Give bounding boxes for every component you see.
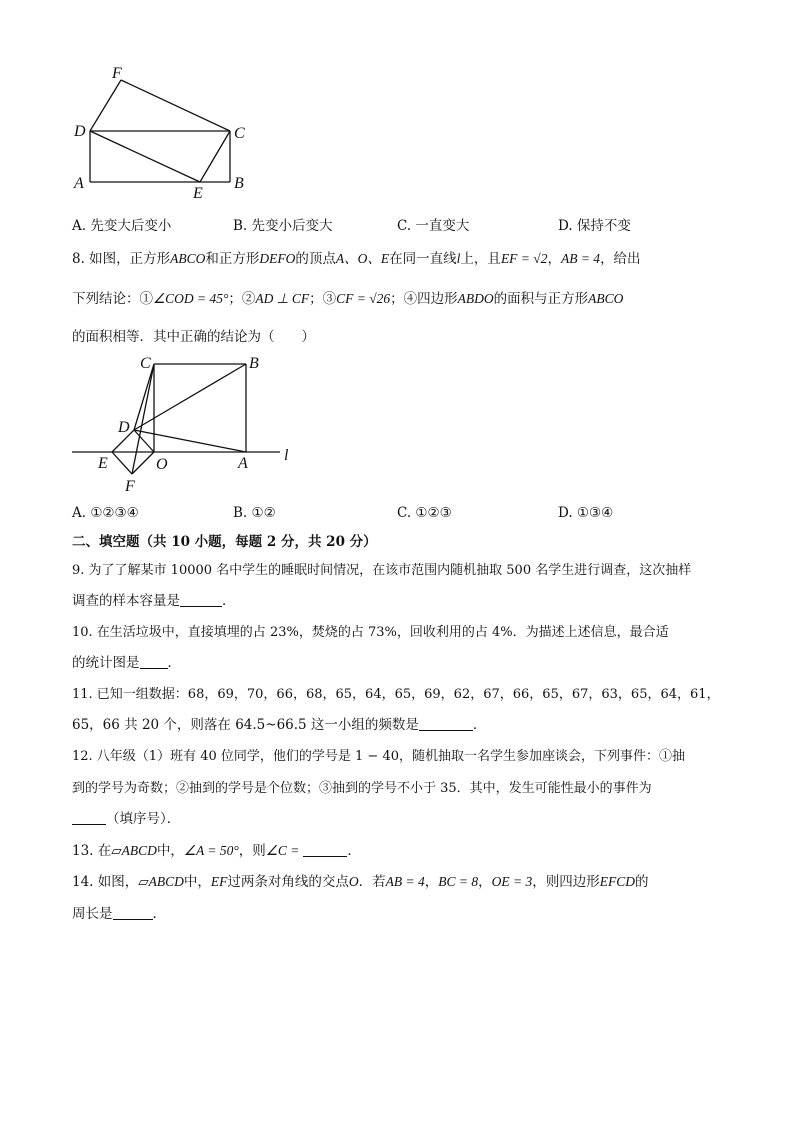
q8-text: 和正方形	[205, 251, 260, 267]
label-f: F	[125, 478, 135, 495]
q11-text: 65，66 共 20 个，则落在 64.5~66.5 这一小组的频数是	[72, 717, 419, 733]
q13-angle-a: ∠A = 50°	[183, 843, 239, 858]
q13-angle-c: ∠C =	[265, 843, 300, 858]
label-e: E	[98, 455, 108, 472]
segment-fc	[121, 80, 230, 131]
q14-text: ．若	[358, 874, 386, 890]
q8-text: 8. 如图，正方形	[72, 251, 171, 267]
q9-line-2	[72, 592, 236, 610]
q13-answer-blank[interactable]	[303, 842, 347, 857]
q8-option-d: D. ①③④	[558, 505, 614, 521]
q8-cod: ∠COD = 45°	[153, 291, 229, 306]
q10-line-1: 10. 在生活垃圾中，直接填埋的占 23%，焚烧的占 73%，回收利用的占 4%．为描述上述信息，最合适	[72, 625, 669, 640]
q14-end: ．	[152, 906, 166, 922]
q8-text: 的面积与正方形	[493, 291, 589, 307]
figure-q8	[68, 350, 308, 498]
q12-answer-blank[interactable]	[72, 810, 106, 825]
label-d: D	[74, 123, 86, 140]
q8-line-l: l	[456, 251, 461, 266]
q8-adcf: AD ⊥ CF	[255, 291, 310, 306]
q14-text: 14. 如图，	[72, 874, 139, 890]
q12-text: （填序号）．	[106, 811, 181, 827]
q13-abcd: ABCD	[121, 843, 157, 858]
q11-line-2	[72, 716, 486, 734]
q14-ab: AB = 4	[385, 874, 425, 889]
q12-line-2: 到的学号为奇数；②抽到的学号是个位数；③抽到的学号不小于 35．其中，发生可能性最小的事件为	[72, 781, 652, 796]
q11-line-1: 11. 已知一组数据：68，69，70，66，68，65，64，65，69，62，67，66，65，67，63，65，64，61，	[72, 687, 720, 702]
q9-line-1: 9. 为了了解某市 10000 名中学生的睡眠时间情况，在该市范围内随机抽取 500 名学生进行调查，这次抽样	[72, 563, 692, 578]
q14-abcd: ABCD	[148, 874, 184, 889]
q14-text: 周长是	[72, 906, 113, 922]
q14-answer-blank[interactable]	[113, 905, 153, 920]
label-a: A	[238, 455, 248, 472]
label-l: l	[284, 447, 289, 464]
q13-line	[72, 842, 361, 860]
q14-efcd: EFCD	[599, 874, 635, 889]
q8-line-1: 8. 如图，正方形ABCO和正方形DEFO的顶点A、O、E在同一直线l上，且EF = √2，AB = 4，给出	[72, 251, 641, 267]
q8-text: ，给出	[600, 251, 641, 267]
q14-bc: BC = 8	[438, 874, 479, 889]
q8-abdo: ABDO	[457, 291, 494, 306]
q8-text: ；④四边形	[390, 291, 458, 307]
segment-ef	[112, 452, 132, 474]
q8-text: ；②	[228, 291, 256, 307]
q7-option-b: B. 先变小后变大	[233, 218, 333, 234]
q10-answer-blank[interactable]	[140, 654, 168, 669]
q8-line-3: 的面积相等．其中正确的结论为（ ）	[72, 329, 315, 345]
q9-text: 调查的样本容量是	[72, 593, 180, 609]
q14-ef: EF	[210, 874, 228, 889]
q13-end: ．	[347, 843, 361, 859]
q14-o: O	[348, 874, 359, 889]
label-b: B	[249, 355, 259, 372]
q10-end: ．	[167, 655, 181, 671]
q12-line-3	[72, 810, 180, 828]
label-a: A	[74, 175, 84, 192]
q8-text: 的顶点	[295, 251, 336, 267]
segment-df	[90, 80, 121, 131]
q8-text: ；③	[309, 291, 337, 307]
label-f: F	[112, 65, 122, 82]
q13-text: 13. 在	[72, 843, 112, 859]
q12-line-1: 12. 八年级（1）班有 40 位同学，他们的学号是 1 − 40，随机抽取一名学生参加座谈会，下列事件：①抽	[72, 749, 685, 764]
figure-q7	[60, 60, 260, 205]
q8-text: 上，且	[460, 251, 501, 267]
q7-option-c: C. 一直变大	[397, 218, 470, 234]
q8-option-c: C. ①②③	[397, 505, 452, 521]
label-c: C	[140, 355, 151, 372]
q13-text: ，则	[238, 843, 266, 859]
parallelogram-symbol: ▱	[138, 874, 149, 890]
q7-option-a: A. 先变大后变小	[72, 218, 172, 234]
q14-oe: OE = 3	[491, 874, 533, 889]
q14-line-1: 14. 如图，▱ABCD中，EF过两条对角线的交点O．若AB = 4，BC = 8，OE = 3，则四边形EFCD的	[72, 874, 649, 890]
q11-end: ．	[472, 717, 487, 733]
q8-ab: AB = 4	[560, 251, 601, 266]
label-b: B	[234, 175, 244, 192]
q8-points: A、O、E	[335, 251, 390, 266]
label-d: D	[118, 419, 130, 436]
q8-defo: DEFO	[259, 251, 296, 266]
segment-ce	[200, 131, 230, 182]
q11-answer-blank[interactable]	[419, 716, 473, 731]
segment-cf	[132, 364, 154, 474]
q8-abco: ABCO	[588, 291, 624, 306]
q13-text: 中，	[156, 843, 184, 859]
q10-line-2	[72, 654, 181, 672]
q8-abco: ABCO	[170, 251, 206, 266]
q8-option-a: A. ①②③④	[72, 505, 139, 521]
segment-de	[90, 131, 200, 182]
q14-line-2	[72, 905, 166, 923]
q9-answer-blank[interactable]	[180, 592, 222, 607]
label-c: C	[234, 125, 245, 142]
q8-line-2	[72, 290, 623, 308]
label-e: E	[193, 185, 203, 202]
q14-text: 过两条对角线的交点	[227, 874, 349, 890]
q14-text: 中，	[183, 874, 211, 890]
q8-text: 在同一直线	[389, 251, 457, 267]
q8-ef: EF = √2	[500, 251, 548, 266]
parallelogram-symbol: ▱	[111, 843, 122, 859]
section-2-title: 二、填空题（共 10 小题，每题 2 分，共 20 分）	[72, 534, 377, 550]
q8-cf: CF = √26	[336, 291, 391, 306]
q7-option-d: D. 保持不变	[558, 218, 631, 234]
q10-text: 的统计图是	[72, 655, 140, 671]
q8-text: 下列结论：①	[72, 291, 153, 307]
q8-option-b: B. ①②	[233, 505, 276, 521]
label-o: O	[156, 456, 168, 473]
q14-text: ，则四边形	[532, 874, 600, 890]
q9-end: ．	[222, 593, 236, 609]
q14-text: 的	[635, 874, 649, 890]
